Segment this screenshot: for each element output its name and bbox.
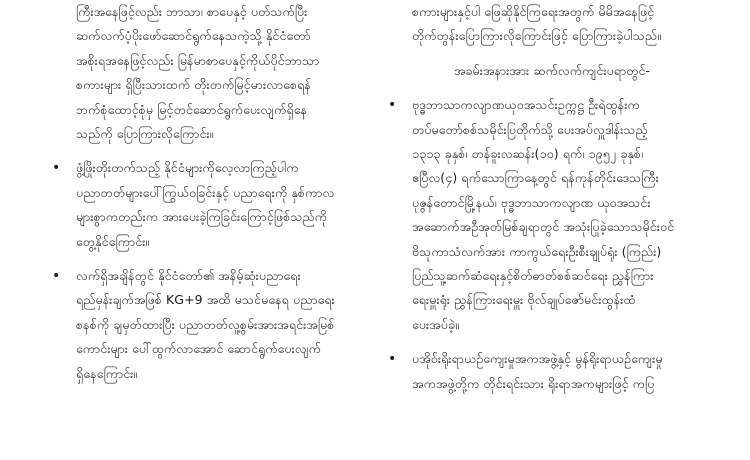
text-line: ပြည်သူ့ဆက်ဆံရေးနှင့်စိတ်ဓာတ်စစ်ဆင်ရေး ညွှန်ကြား	[412, 268, 654, 284]
text-line: စကားများ ရှိပြီးသားထက် တိုးတက်မြင့်မားလာစေရန်	[76, 77, 311, 93]
text-line: ပေးအပ်ခဲ့။	[412, 316, 460, 332]
left-bullet-item-1	[46, 156, 366, 254]
text-line: ကောင်းများ ပေါ်ထွက်လာအောင် ဆောင်ရွက်ပေးလျက်	[76, 341, 321, 357]
left-bullet-item-2	[46, 264, 366, 386]
text-line: အဆောက်အဦအုတ်မြစ်ချရာတွင် အသုံးပြုခဲ့သောသမိုင်းဝင်	[412, 219, 675, 235]
text-line: ရှိနေကြောင်း။	[76, 365, 138, 381]
right-column	[384, 0, 720, 396]
text-line: ရေးမှူးရုံး ညွှန်ကြားရေးမှူး ဗိုလ်ချုပ်ဇော်မင်းထွန်းထံ	[412, 292, 636, 308]
text-line: • ဖွံ့ဖြိုးတိုးတက်သည့် နိုင်ငံများကိုလေ့လာကြည့်ပါက	[76, 160, 299, 176]
text-line: • လက်ရှိအချိန်တွင် နိုင်ငံတော်၏ အနိမ့်ဆုံးပညာရေး	[76, 268, 301, 284]
text-line: ကြီးအနေဖြင့်လည်း ဘာသာ၊ စာပေနှင့် ပတ်သက်ပြီး	[76, 4, 308, 19]
text-line: စကားများနှင့်ပါ ဖြေဆိုနိုင်ကြရေးအတွက် မိမိအနေဖြင့်	[412, 4, 655, 19]
text-line: တပ်မတော်စစ်သမိုင်းပြတိုက်သို့ ပေးအပ်လှူဒါန်းသည့်	[412, 121, 648, 137]
text-line: ပုဇွန်တောင်မြို့နယ်၊ ဗုဒ္ဓဘာသာကလျာဏ ယုဝအသင်း	[412, 194, 651, 210]
text-line: ဘက်စုံထောင့်စုံမှ မြင့်တင်ဆောင်ရွက်ပေးလျက်ရှိနေ	[76, 101, 308, 117]
text-line: • ဗုဒ္ဓဘာသာကလျာဏယုဝအသင်းဥက္ကဋ္ဌ ဦးရဲထွန်းက	[412, 97, 640, 113]
text-line: ဗိသုကာသံလက်အား ကာကွယ်ရေးဦးစီးချုပ်ရုံး (ကြည်း)	[412, 243, 662, 259]
text-line: တိုက်တွန်းပြောကြားလိုကြောင်းဖြင့် ပြောကြားခဲ့ပါသည်။	[412, 28, 661, 44]
left-column	[46, 0, 366, 386]
left-intro-paragraph	[46, 0, 366, 146]
text-line: ဆက်လက်ပံ့ပိုးဖော်ဆောင်ရွက်နေသကဲ့သို့ နိုင်ငံတော်	[76, 28, 311, 44]
text-line: သည်ကို ပြောကြားလိုကြောင်း။	[76, 126, 214, 142]
text-line: အစိုးရအနေဖြင့်လည်း မြန်မာစာပေနှင့်ကိုယ်ပိုင်ဘာသာ	[76, 52, 320, 68]
text-line: ၁၃၁၃ ခုနှစ်၊ တန်ခူးလဆန်း(၁၀) ရက်၊ ၁၉၅၂ ခုနှစ်၊	[412, 146, 644, 162]
text-line: ပညာတတ်များပေါ်ကြွယ်ဝခြင်းနှင့် ပညာရေးကို နှစ်ကာလ	[76, 184, 335, 200]
text-line: များစွာကတည်းက အားပေးခဲ့ကြခြင်းကြောင့်ဖြစ်သည်ကို	[76, 209, 328, 225]
text-line: ဧပြီလ(၄) ရက်သောကြာနေ့တွင် ရန်ကုန်တိုင်းဒေသကြီး	[412, 170, 659, 186]
right-bullet-item-2	[384, 347, 720, 396]
text-line: အကအဖွဲ့တို့က တိုင်းရင်းသား ရိုးရာအကများဖြင့် ကပြ	[412, 375, 655, 391]
text-line: တွေ့နိုင်ကြောင်း။	[76, 233, 150, 249]
text-line: • ပအိုဝ်းရိုးရာယဉ်ကျေးမှုအကအဖွဲ့နှင့် မွန်ရိုးရာယဉ်ကျေးမှု	[412, 351, 663, 367]
center-heading-line: အခမ်းအနားအား ဆက်လက်ကျင်းပရာတွင်-	[453, 62, 651, 78]
right-top-paragraph	[384, 0, 720, 49]
text-line: စနစ်ကို ချမှတ်ထားပြီး ပညာတတ်လူ့စွမ်းအားအရင်းအမြစ်	[76, 316, 335, 332]
text-line: ရည်မှန်းချက်အဖြစ် KG+9 အထိ မသင်မနေရ ပညာရေး	[76, 292, 335, 308]
right-bullet-item-1	[384, 93, 720, 337]
